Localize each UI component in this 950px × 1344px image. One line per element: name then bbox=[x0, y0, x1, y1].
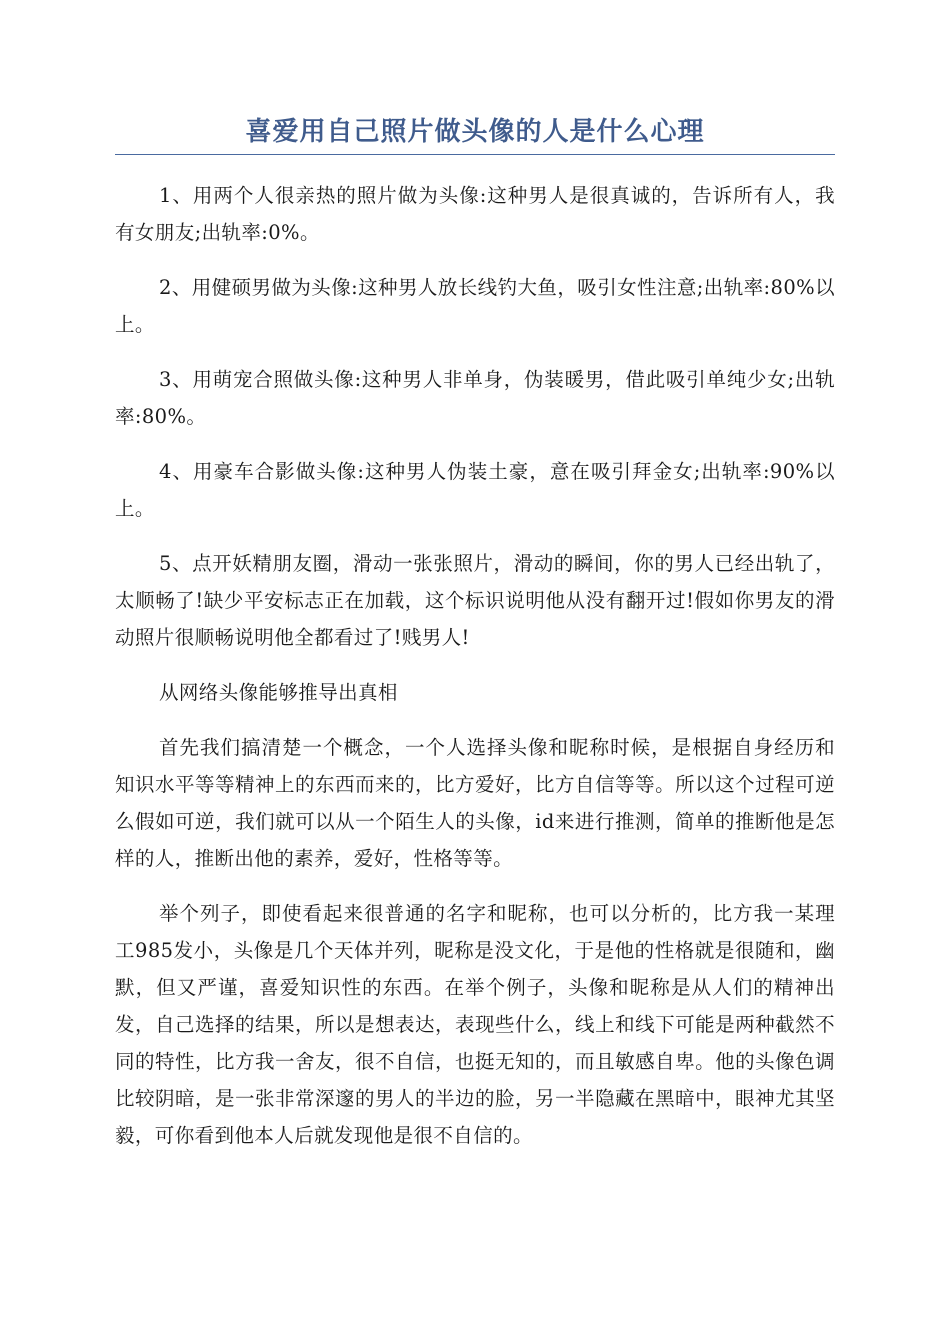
paragraph: 5、点开妖精朋友圈，滑动一张张照片，滑动的瞬间，你的男人已经出轨了，太顺畅了!缺少平安标志正在加载，这个标识说明他从没有翻开过!假如你男友的滑动照片很顺畅说明他全都看过了!贱男人! bbox=[115, 552, 835, 649]
paragraph: 2、用健硕男做为头像:这种男人放长线钓大鱼，吸引女性注意;出轨率:80%以上。 bbox=[115, 276, 835, 336]
paragraph: 4、用豪车合影做头像:这种男人伪装土豪，意在吸引拜金女;出轨率:90%以上。 bbox=[115, 460, 835, 520]
paragraph: 3、用萌宠合照做头像:这种男人非单身，伪装暖男，借此吸引单纯少女;出轨率:80%。 bbox=[115, 368, 835, 428]
paragraph: 首先我们搞清楚一个概念，一个人选择头像和昵称时候，是根据自身经历和知识水平等等精神上的东西而来的，比方爱好，比方自信等等。所以这个过程可逆么假如可逆，我们就可以从一个陌生人的头像，id来进行推测，简单的推断他是怎样的人，推断出他的素养，爱好，性格等等。 bbox=[115, 736, 835, 870]
paragraph: 1、用两个人很亲热的照片做为头像:这种男人是很真诚的，告诉所有人，我有女朋友;出轨率:0%。 bbox=[115, 184, 835, 244]
document-page bbox=[115, 112, 835, 1172]
document-title: 喜爱用自己照片做头像的人是什么心理 bbox=[245, 117, 705, 147]
paragraph: 举个列子，即使看起来很普通的名字和昵称，也可以分析的，比方我一某理工985发小，头像是几个天体并列，昵称是没文化，于是他的性格就是很随和，幽默，但又严谨，喜爱知识性的东西。在举个例子，头像和昵称是从人们的精神出发，自己选择的结果，所以是想表达，表现些什么，线上和线下可能是两种截然不同的特性，比方我一舍友，很不自信，也挺无知的，而且敏感自卑。他的头像色调比较阴暗，是一张非常深邃的男人的半边的脸，另一半隐藏在黑暗中，眼神尤其坚毅，可你看到他本人后就发现他是很不自信的。 bbox=[115, 902, 835, 1147]
title-underline bbox=[115, 154, 835, 155]
section-heading: 从网络头像能够推导出真相 bbox=[159, 681, 398, 704]
